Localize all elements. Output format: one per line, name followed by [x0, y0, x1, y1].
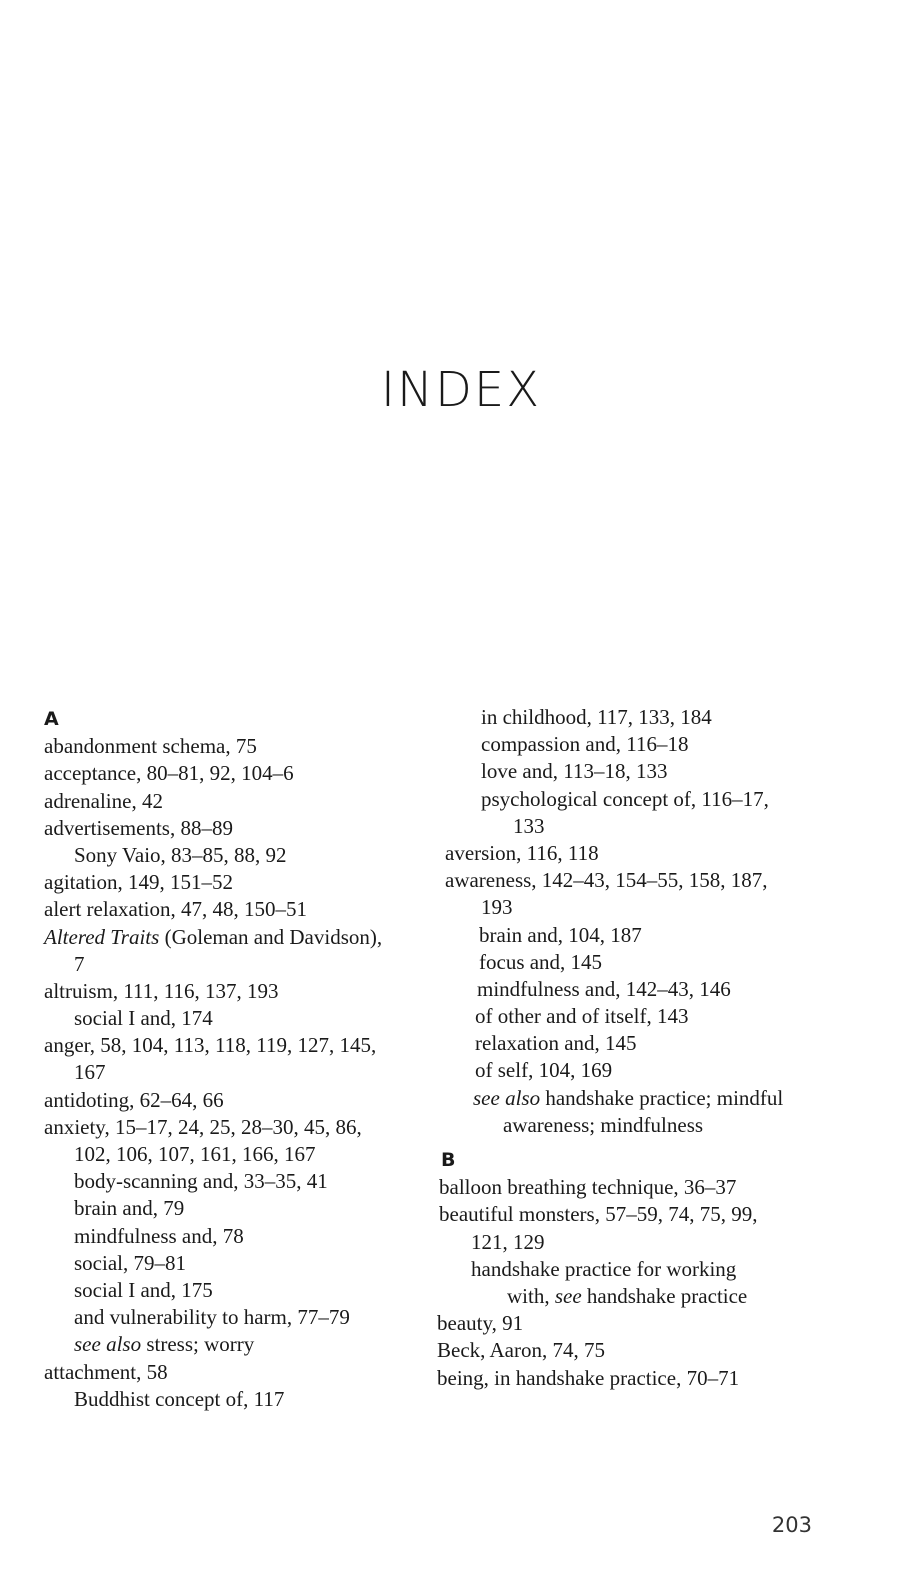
index-subentry: Sony Vaio, 83–85, 88, 92 [74, 842, 287, 867]
index-entry: being, in handshake practice, 70–71 [437, 1365, 740, 1390]
letter-heading-a: A [44, 708, 59, 730]
page-number: 203 [771, 1513, 812, 1537]
index-entry: anxiety, 15–17, 24, 25, 28–30, 45, 86, [44, 1114, 362, 1139]
index-subentry: love and, 113–18, 133 [481, 759, 668, 784]
book-title: Altered Traits [44, 924, 160, 949]
index-entry: altruism, 111, 116, 137, 193 [44, 978, 279, 1003]
index-entry: antidoting, 62–64, 66 [44, 1087, 224, 1112]
index-subentry-continuation: 133 [513, 813, 545, 838]
index-subentry-continuation: with, see handshake practice [507, 1283, 748, 1308]
index-subentry: social I and, 175 [74, 1277, 213, 1302]
index-subentry: relaxation and, 145 [475, 1031, 637, 1056]
index-subentry: social, 79–81 [74, 1250, 186, 1275]
index-subentry: focus and, 145 [479, 949, 603, 974]
index-subentry: compassion and, 116–18 [481, 732, 689, 757]
index-subentry: handshake practice for working [471, 1256, 737, 1281]
index-entry: anger, 58, 104, 113, 118, 119, 127, 145, [44, 1033, 377, 1058]
index-entry-continuation: 102, 106, 107, 161, 166, 167 [74, 1142, 316, 1166]
letter-heading-b: B [441, 1149, 456, 1171]
index-entry: adrenaline, 42 [44, 788, 163, 813]
index-column-left [44, 706, 434, 1413]
index-entry: awareness, 142–43, 154–55, 158, 187, [445, 868, 768, 893]
index-see-also: see also handshake practice; mindful [473, 1085, 784, 1110]
index-entry: attachment, 58 [44, 1359, 168, 1384]
index-entry-continuation: 7 [74, 951, 85, 976]
index-see-also-continuation: awareness; mindfulness [503, 1112, 704, 1137]
index-subentry: in childhood, 117, 133, 184 [481, 705, 712, 729]
index-subentry: mindfulness and, 78 [74, 1223, 244, 1248]
index-subentry: of self, 104, 169 [475, 1058, 613, 1083]
index-entry: beautiful monsters, 57–59, 74, 75, 99, [439, 1202, 758, 1227]
index-entry: Beck, Aaron, 74, 75 [437, 1338, 605, 1363]
index-subentry: body-scanning and, 33–35, 41 [74, 1169, 328, 1194]
index-entry: acceptance, 80–81, 92, 104–6 [44, 761, 294, 786]
index-entry-continuation: 167 [74, 1060, 106, 1085]
index-entry: balloon breathing technique, 36–37 [439, 1175, 737, 1200]
index-subentry: brain and, 79 [74, 1196, 185, 1221]
index-subentry: and vulnerability to harm, 77–79 [74, 1305, 350, 1330]
index-column-right [437, 704, 837, 1392]
index-subentry: of other and of itself, 143 [475, 1004, 689, 1029]
index-subentry: social I and, 174 [74, 1006, 213, 1031]
index-entry-continuation: 121, 129 [471, 1229, 545, 1254]
index-subentry: mindfulness and, 142–43, 146 [477, 976, 731, 1001]
index-entry-continuation: 193 [481, 895, 513, 920]
index-subentry: psychological concept of, 116–17, [481, 786, 769, 811]
index-entry: abandonment schema, 75 [44, 734, 257, 759]
index-entry: advertisements, 88–89 [44, 815, 233, 840]
index-entry: beauty, 91 [437, 1311, 524, 1336]
index-subentry: Buddhist concept of, 117 [74, 1386, 285, 1411]
index-entry: alert relaxation, 47, 48, 150–51 [44, 897, 308, 922]
index-entry: Altered Traits (Goleman and Davidson), [44, 924, 383, 949]
index-entry: agitation, 149, 151–52 [44, 870, 233, 895]
index-see-also: see also stress; worry [74, 1332, 255, 1357]
index-subentry: brain and, 104, 187 [479, 922, 642, 947]
index-entry: aversion, 116, 118 [445, 840, 599, 865]
page-title: INDEX [380, 362, 542, 418]
